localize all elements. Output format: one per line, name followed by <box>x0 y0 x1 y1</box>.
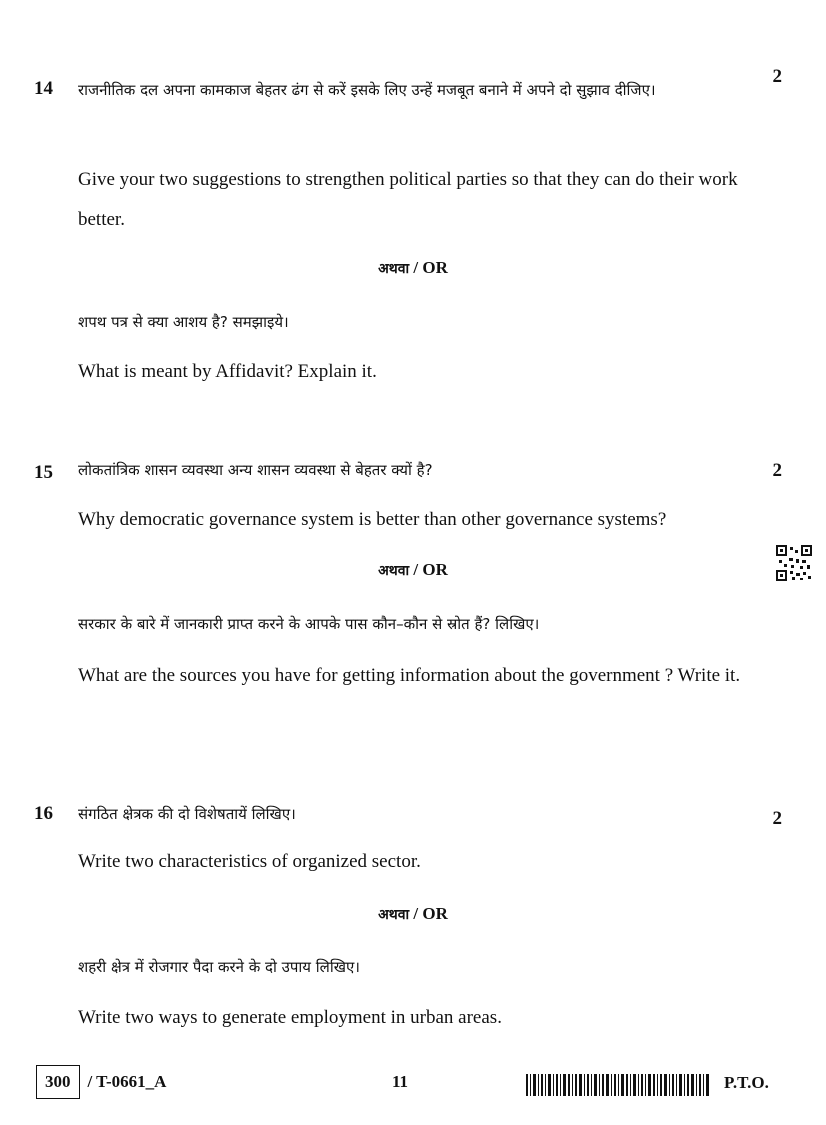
or-sep: / <box>409 904 423 923</box>
paper-code-text: / T-0661_A <box>87 1072 167 1091</box>
alternative-english: What is meant by Affidavit? Explain it. <box>78 361 377 382</box>
or-hindi: अथवा <box>378 261 410 277</box>
question-number: 15 <box>34 462 53 483</box>
or-english: OR <box>422 258 448 277</box>
question-english: Why democratic governance system is better than other governance systems? <box>78 509 667 530</box>
question-number: 14 <box>34 78 53 99</box>
alternative-hindi: शपथ पत्र से क्या आशय है? समझाइये। <box>78 313 289 331</box>
qr-code-icon <box>776 545 812 581</box>
box-code: 300 <box>36 1065 80 1099</box>
alternative-english: What are the sources you have for getting information about the government ? Write it. <box>78 665 741 686</box>
question-hindi: संगठित क्षेत्रक की दो विशेषतायें लिखिए। <box>78 805 296 823</box>
question-marks: 2 <box>772 808 782 829</box>
alternative-english: Write two ways to generate employment in urban areas. <box>78 1007 502 1028</box>
barcode-icon <box>526 1074 710 1096</box>
or-separator <box>0 258 826 278</box>
alternative-hindi: शहरी क्षेत्र में रोजगार पैदा करने के दो उपाय लिखिए। <box>78 958 360 976</box>
question-hindi: लोकतांत्रिक शासन व्यवस्था अन्य शासन व्यवस्था से बेहतर क्यों है? <box>78 461 433 479</box>
question-marks: 2 <box>772 460 782 481</box>
question-english: Write two characteristics of organized sector. <box>78 851 421 872</box>
alternative-hindi: सरकार के बारे में जानकारी प्राप्त करने के आपके पास कौन–कौन से स्रोत हैं? लिखिए। <box>78 615 540 633</box>
or-hindi: अथवा <box>378 907 410 923</box>
page-number: 11 <box>392 1072 409 1091</box>
question-number: 16 <box>34 803 53 824</box>
or-english: OR <box>422 560 448 579</box>
pto-label: P.T.O. <box>724 1073 769 1092</box>
question-marks: 2 <box>772 66 782 87</box>
question-english: Give your two suggestions to strengthen political parties so that they can do their work better. <box>78 169 738 230</box>
or-separator <box>0 904 826 924</box>
or-english: OR <box>422 904 448 923</box>
or-sep: / <box>409 560 423 579</box>
or-hindi: अथवा <box>378 563 410 579</box>
paper-code <box>36 1066 166 1098</box>
question-hindi: राजनीतिक दल अपना कामकाज बेहतर ढंग से करें इसके लिए उन्हें मजबूत बनाने में अपने दो सुझाव दीजिए। <box>78 81 656 99</box>
or-sep: / <box>409 258 423 277</box>
or-separator <box>0 560 826 580</box>
